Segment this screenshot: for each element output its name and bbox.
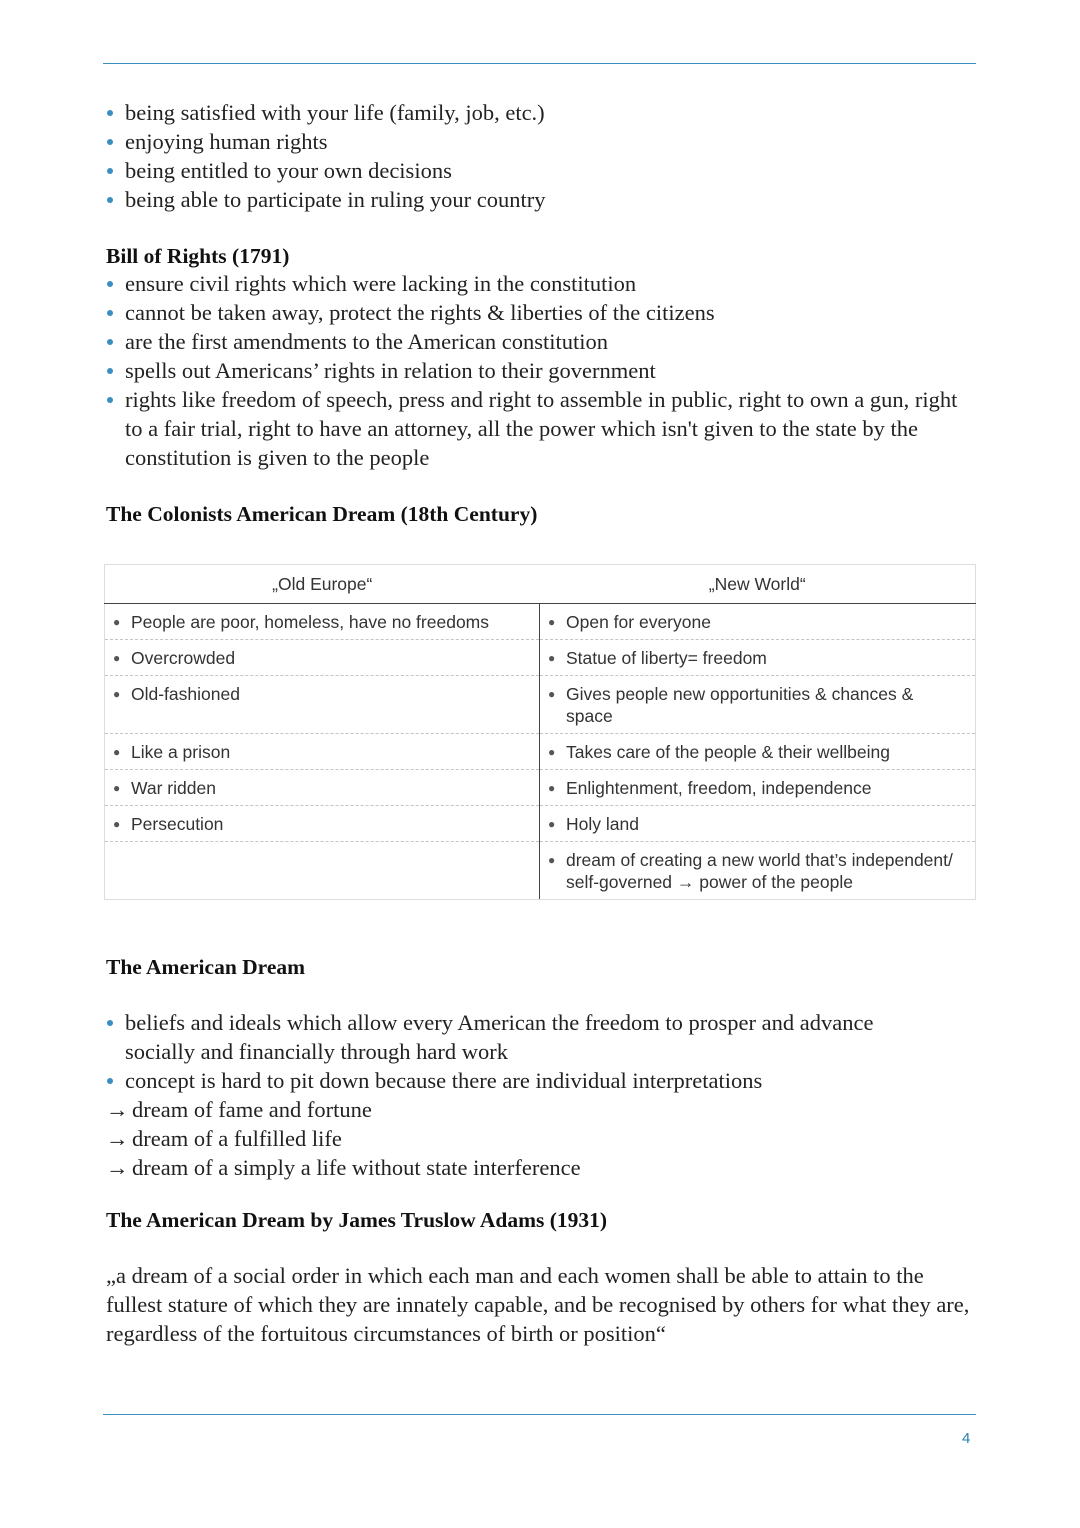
bullet-dot: ● <box>113 781 121 795</box>
bullet-dot: ● <box>548 781 556 795</box>
bullet-dot: ● <box>548 651 556 665</box>
table-cell: Takes care of the people & their wellbeing <box>566 742 890 762</box>
table-cell: Holy land <box>566 814 639 834</box>
bullet-dot: ● <box>113 615 121 629</box>
bullet-dot: ● <box>548 817 556 831</box>
table-cell: dream of creating a new world that’s independent/ self-governed → power of the people <box>566 850 953 892</box>
table-cell: Open for everyone <box>566 612 711 632</box>
arrow-item-text: dream of a simply a life without state interference <box>132 1155 581 1180</box>
bullet-dot: ● <box>113 745 121 759</box>
table-cell: People are poor, homeless, have no freedoms <box>131 612 489 632</box>
list-item <box>106 1153 978 1182</box>
table-row <box>105 640 976 676</box>
table-cell: War ridden <box>131 778 216 798</box>
intro-bullet-list <box>106 98 978 214</box>
arrow-item-text: dream of fame and fortune <box>132 1097 372 1122</box>
arrow-item-text: dream of a fulfilled life <box>132 1126 342 1151</box>
list-item: cannot be taken away, protect the rights & liberties of the citizens <box>106 298 966 327</box>
american-dream-heading: The American Dream <box>106 955 306 979</box>
arrow-icon: → <box>106 1155 129 1180</box>
bullet-dot: ● <box>548 853 556 867</box>
arrow-icon: → <box>106 1097 129 1122</box>
table-cell: Statue of liberty= freedom <box>566 648 767 668</box>
list-item: being satisfied with your life (family, job, etc.) <box>106 98 978 127</box>
arrow-icon: → <box>106 1126 129 1151</box>
list-item: beliefs and ideals which allow every American the freedom to prosper and advance socially and financially through hard work <box>106 1008 946 1066</box>
table-row <box>105 734 976 770</box>
list-item: being entitled to your own decisions <box>106 156 978 185</box>
bullet-dot: ● <box>548 687 556 701</box>
table-row <box>105 806 976 842</box>
american-dream-section <box>106 955 978 1348</box>
colonists-heading: The Colonists American Dream (18th Century) <box>106 502 538 526</box>
list-item: being able to participate in ruling your country <box>106 185 978 214</box>
adams-quote: „a dream of a social order in which each man and each women shall be able to attain to the fullest stature of which they are innately capable, and be recognised by others for what they are, regardless of the fortuitous circumstances of birth or position“ <box>106 1263 970 1346</box>
adams-heading: The American Dream by James Truslow Adams (1931) <box>106 1208 608 1232</box>
column-header-old-europe: „Old Europe“ <box>105 565 540 604</box>
list-item: concept is hard to pit down because there are individual interpretations <box>106 1066 946 1095</box>
table-row <box>105 604 976 640</box>
table-row <box>105 770 976 806</box>
bullet-dot: ● <box>113 817 121 831</box>
table-cell: Like a prison <box>131 742 231 762</box>
bottom-rule <box>103 1414 976 1415</box>
american-dream-list <box>106 1008 946 1095</box>
table-cell: Persecution <box>131 814 224 834</box>
list-item: rights like freedom of speech, press and right to assemble in public, right to own a gun, right to a fair trial, right to have an attorney, all the power which isn't given to the state by the constitution is given to the people <box>106 385 966 472</box>
list-item: spells out Americans’ rights in relation to their government <box>106 356 966 385</box>
list-item: are the first amendments to the American constitution <box>106 327 966 356</box>
table-row <box>105 842 976 900</box>
bullet-dot: ● <box>113 687 121 701</box>
bill-of-rights-heading: Bill of Rights (1791) <box>106 244 290 268</box>
bullet-dot: ● <box>548 745 556 759</box>
list-item <box>106 1124 978 1153</box>
list-item <box>106 1095 978 1124</box>
list-item: enjoying human rights <box>106 127 978 156</box>
bullet-dot: ● <box>113 651 121 665</box>
page-content <box>106 98 978 527</box>
list-item: ensure civil rights which were lacking in the constitution <box>106 269 966 298</box>
table-row <box>105 676 976 734</box>
bill-of-rights-list <box>106 269 966 472</box>
table-cell: Enlightenment, freedom, independence <box>566 778 872 798</box>
page-number: 4 <box>962 1430 971 1447</box>
table-cell: Overcrowded <box>131 648 236 668</box>
top-rule <box>103 63 976 64</box>
table-cell: Old-fashioned <box>131 684 240 704</box>
bullet-dot: ● <box>548 615 556 629</box>
interpretation-list <box>106 1095 978 1182</box>
colonists-table <box>104 564 976 900</box>
table-cell: Gives people new opportunities & chances & space <box>566 684 914 726</box>
column-header-new-world: „New World“ <box>540 565 976 604</box>
